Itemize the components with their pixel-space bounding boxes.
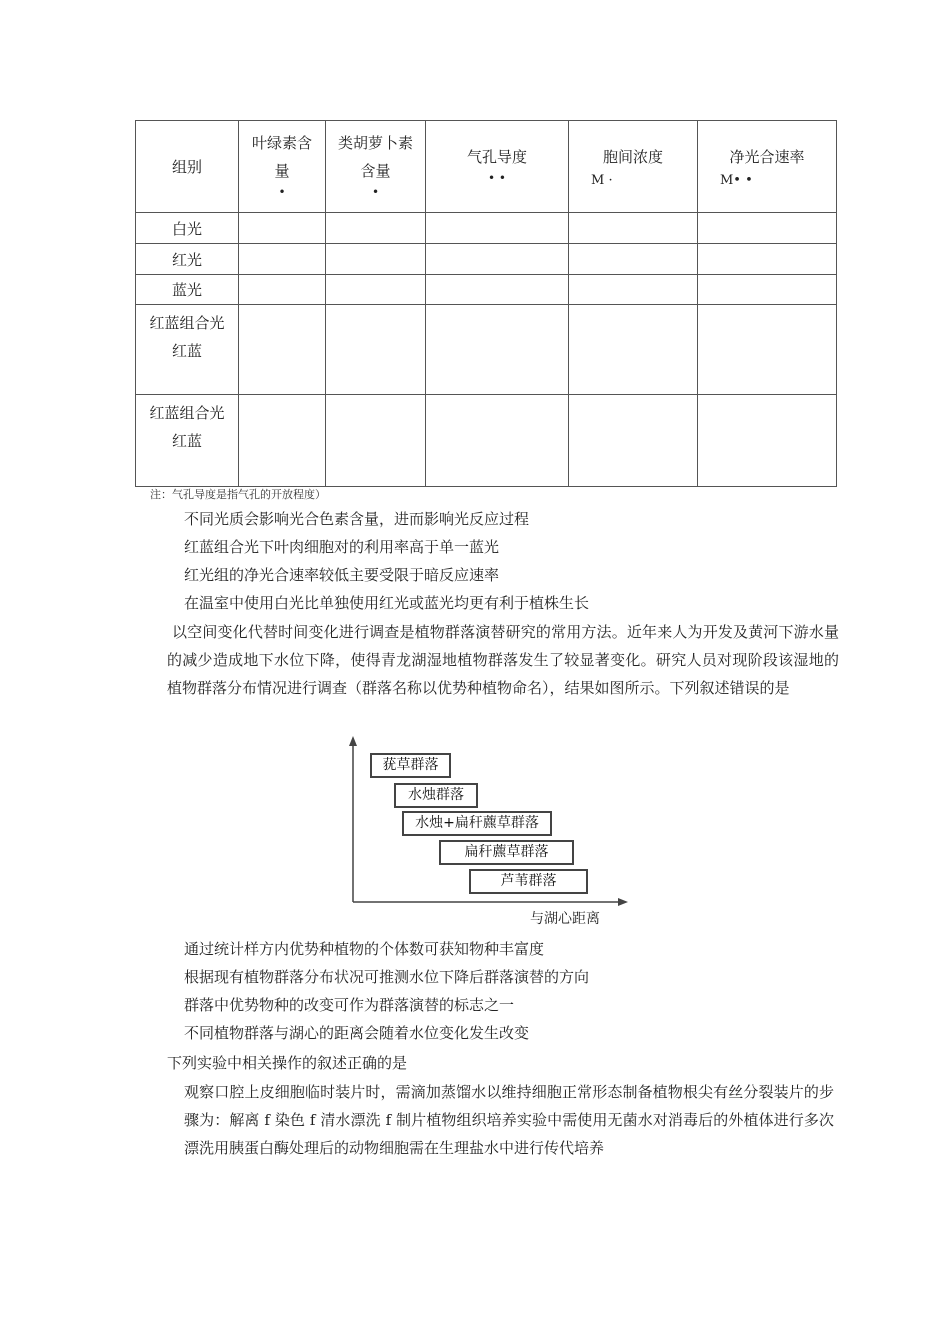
table-row: [136, 275, 837, 305]
community-box: 芦苇群落: [469, 869, 588, 894]
table-row: [136, 213, 837, 244]
community-figure: [340, 734, 630, 934]
table-row: [136, 395, 837, 487]
q2-stem: 以空间变化代替时间变化进行调查是植物群落演替研究的常用方法。近年来人为开发及黄河下游水量的减少造成地下水位下降，使得青龙湖湿地植物群落发生了较显著变化。研究人员对现阶段该湿地的植物群落分布情况进行调查（群落名称以优势种植物命名），结果如图所示。下列叙述错误的是: [167, 623, 839, 697]
header-mark: M• •: [720, 173, 753, 188]
community-box: 莸草群落: [370, 753, 451, 778]
header-mark: •: [278, 185, 286, 199]
q3-text: 观察口腔上皮细胞临时装片时，需滴加蒸馏水以维持细胞正常形态制备植物根尖有丝分裂装片的步骤为：解离 f 染色 f 清水漂洗 f 制片植物组织培养实验中需使用无菌水对消毒后的外植体进行多次漂洗用胰蛋白酶处理后的动物细胞需在生理盐水中进行传代培养: [184, 1083, 834, 1157]
row-label: 白光: [136, 213, 239, 244]
row-label: 红光: [136, 244, 239, 275]
row-label: 红蓝组合光 红蓝: [136, 395, 239, 487]
header-carotenoid: 类胡萝卜素 含量 •: [326, 121, 426, 213]
table-row: [136, 244, 837, 275]
q1-option: 红光组的净光合速率较低主要受限于暗反应速率: [184, 566, 500, 584]
row-label: 蓝光: [136, 275, 239, 305]
header-net-rate: 净光合速率 M• •: [698, 121, 837, 213]
q1-option: 红蓝组合光下叶肉细胞对的利用率高于单一蓝光: [184, 538, 500, 556]
community-box: 水烛群落: [394, 783, 478, 808]
table-row: [136, 305, 837, 395]
data-table: [135, 120, 837, 487]
header-chlorophyll: 叶绿素含 量 •: [239, 121, 326, 213]
header-group: 组别: [136, 121, 239, 213]
q2-option: 群落中优势物种的改变可作为群落演替的标志之一: [184, 996, 515, 1014]
header-intercellular: 胞间浓度 M ·: [569, 121, 698, 213]
table-note: 注：气孔导度是指气孔的开放程度）: [150, 488, 326, 501]
q1-option: 不同光质会影响光合色素含量，进而影响光反应过程: [184, 510, 530, 528]
header-stomata: 气孔导度 • •: [426, 121, 569, 213]
header-mark: •: [371, 185, 380, 199]
row-label: 红蓝组合光 红蓝: [136, 305, 239, 395]
community-box: 水烛+扁秆藨草群落: [402, 811, 552, 836]
q2-option: 不同植物群落与湖心的距离会随着水位变化发生改变: [184, 1024, 530, 1042]
community-box: 扁秆藨草群落: [439, 840, 574, 865]
header-mark: M ·: [591, 173, 613, 188]
q3-stem: 下列实验中相关操作的叙述正确的是: [167, 1054, 408, 1072]
q2-option: 通过统计样方内优势种植物的个体数可获知物种丰富度: [184, 940, 545, 958]
q2-option: 根据现有植物群落分布状况可推测水位下降后群落演替的方向: [184, 968, 590, 986]
header-mark: • •: [488, 171, 506, 185]
x-axis-label: 与湖心距离: [530, 911, 600, 927]
q1-option: 在温室中使用白光比单独使用红光或蓝光均更有利于植株生长: [184, 594, 590, 612]
